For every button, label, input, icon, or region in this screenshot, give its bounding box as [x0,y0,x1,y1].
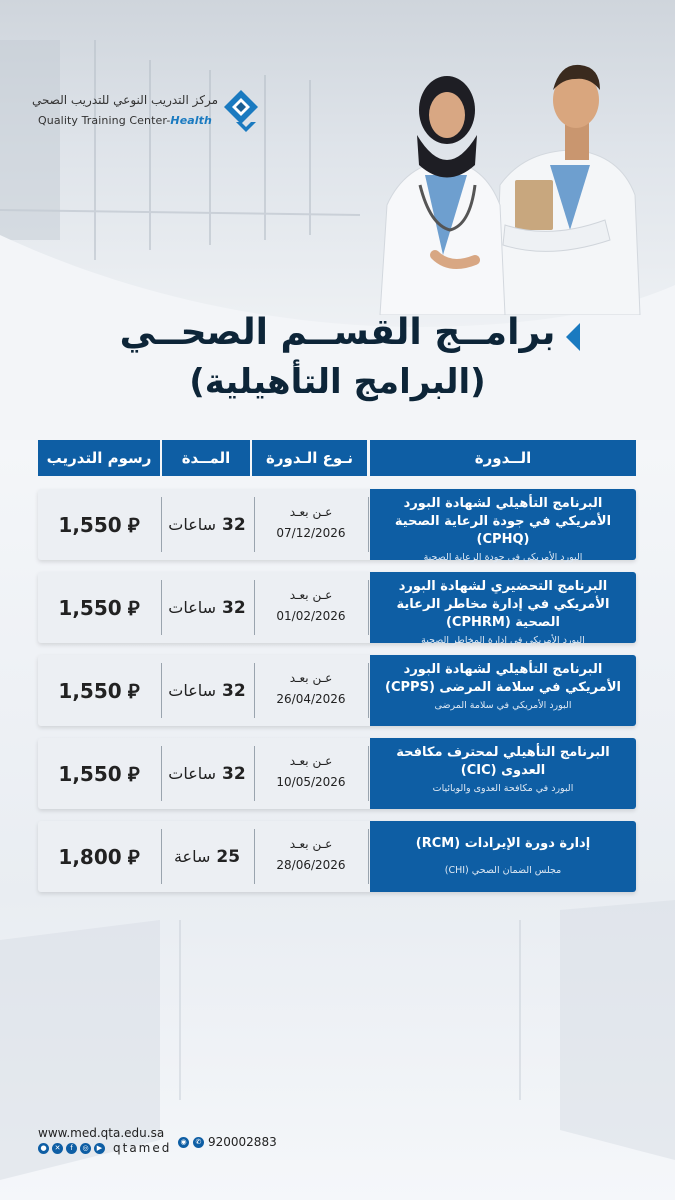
duration-cell [162,572,252,643]
course-name: البرنامج التحضيري لشهادة البورد الأمريكي في إدارة مخاطر الرعاية الصحية (CPHRM) [396,579,610,630]
course-date: 10/05/2026 [276,775,346,789]
fee-cell [38,738,160,809]
fee-value: 1,800 [58,844,122,869]
duration-cell [162,489,252,560]
logo-mark-icon [222,88,260,140]
twitter-icon[interactable]: ✕ [52,1143,63,1154]
phone-number[interactable]: 920002883 [208,1135,277,1149]
website-link[interactable]: www.med.qta.edu.sa [38,1126,165,1140]
facebook-icon[interactable]: f [66,1143,77,1154]
course-board: البورد الأمريكي في سلامة المرضى [434,700,572,711]
fee-value: 1,550 [58,595,122,620]
column-divider [161,580,162,635]
table-row [38,489,636,563]
duration-unit: ساعات [168,681,217,700]
course-board: البورد في مكافحة العدوى والوبائيات [432,783,574,794]
riyal-currency-icon: ⃁ [127,512,140,537]
brand-name-english-suffix: Health [170,114,212,127]
course-type-cell [254,738,368,809]
course-type-cell [254,821,368,892]
fee-value: 1,550 [58,761,122,786]
instagram-icon[interactable]: ◎ [80,1143,91,1154]
riyal-currency-icon: ⃁ [127,761,140,786]
fee-value: 1,550 [58,678,122,703]
fee-cell [38,489,160,560]
doctors-illustration [375,55,645,315]
duration-cell [162,738,252,809]
column-divider [368,663,369,718]
column-divider [161,746,162,801]
table-row [38,738,636,809]
duration-unit: ساعة [173,847,211,866]
column-divider [161,497,162,552]
course-type-cell [254,572,368,643]
column-divider [368,746,369,801]
duration-value: 32 [222,597,246,618]
course-board: مجلس الضمان الصحي (CHI) [444,865,562,876]
table-row [38,821,636,892]
course-date: 28/06/2026 [276,858,346,872]
course-name: البرنامج التأهيلي لشهادة البورد الأمريكي في جودة الرعاية الصحية (CPHQ) [394,496,612,547]
column-divider [161,663,162,718]
column-divider [161,829,162,884]
course-board: البورد الأمريكي في جودة الرعاية الصحية [423,552,583,563]
social-handle: qtamed [113,1141,172,1155]
course-cell [370,655,636,726]
fee-value: 1,550 [58,512,122,537]
brand-name-english [38,114,212,127]
column-divider [254,497,255,552]
column-divider [368,829,369,884]
duration-cell [162,821,252,892]
course-name: إدارة دورة الإيرادات (RCM) [415,836,591,851]
brand-name-english-prefix: Quality Training Center- [38,114,171,127]
table-row [38,572,636,646]
course-name: البرنامج التأهيلي لمحترف مكافحة العدوى (CIC) [396,745,610,778]
page-title: برامــج القســم الصحــي [119,312,556,353]
riyal-currency-icon: ⃁ [127,595,140,620]
column-divider [254,829,255,884]
course-name: البرنامج التأهيلي لشهادة البورد الأمريكي في سلامة المرضى (CPPS) [385,662,621,695]
course-type: عـن بعـد [289,754,333,768]
brand-name-arabic: مركز التدريب النوعي للتدريب الصحي [31,93,218,107]
brand-logo [31,88,260,140]
column-divider [368,580,369,635]
fee-cell [38,655,160,726]
duration-unit: ساعات [168,764,217,783]
column-divider [254,663,255,718]
course-type-cell [254,655,368,726]
course-type: عـن بعـد [289,671,333,685]
course-date: 26/04/2026 [276,692,346,706]
course-type-cell [254,489,368,560]
duration-unit: ساعات [168,515,217,534]
header-type: نـوع الـدورة [252,440,367,476]
column-divider [254,746,255,801]
course-date: 01/02/2026 [276,609,346,623]
duration-value: 32 [222,763,246,784]
course-cell [370,821,636,892]
course-type: عـن بعـد [289,505,333,519]
fee-cell [38,821,160,892]
header-course: الــدورة [370,440,636,476]
column-divider [368,497,369,552]
phone-contact [178,1135,277,1149]
course-cell [370,738,636,809]
snapchat-icon[interactable]: ● [38,1143,49,1154]
riyal-currency-icon: ⃁ [127,678,140,703]
duration-value: 32 [222,514,246,535]
course-type: عـن بعـد [289,837,333,851]
column-divider [254,580,255,635]
fee-cell [38,572,160,643]
course-date: 07/12/2026 [276,526,346,540]
youtube-icon[interactable]: ▶ [94,1143,105,1154]
course-type: عـن بعـد [289,588,333,602]
duration-unit: ساعات [168,598,217,617]
course-cell [370,572,636,646]
course-board: البورد الأمريكي في إدارة المخاطر الصحية [421,635,585,646]
course-cell [370,489,636,563]
duration-cell [162,655,252,726]
page-subtitle: (البرامج التأهيلية) [189,362,486,402]
header-fee: رسوم التدريب [38,440,160,476]
whatsapp-icon[interactable]: ◉ [178,1137,189,1148]
social-links [38,1141,171,1155]
duration-value: 25 [216,846,241,867]
duration-value: 32 [222,680,246,701]
phone-icon[interactable]: ✆ [193,1137,204,1148]
table-row [38,655,636,726]
riyal-currency-icon: ⃁ [127,844,140,869]
header-duration: المــدة [162,440,250,476]
